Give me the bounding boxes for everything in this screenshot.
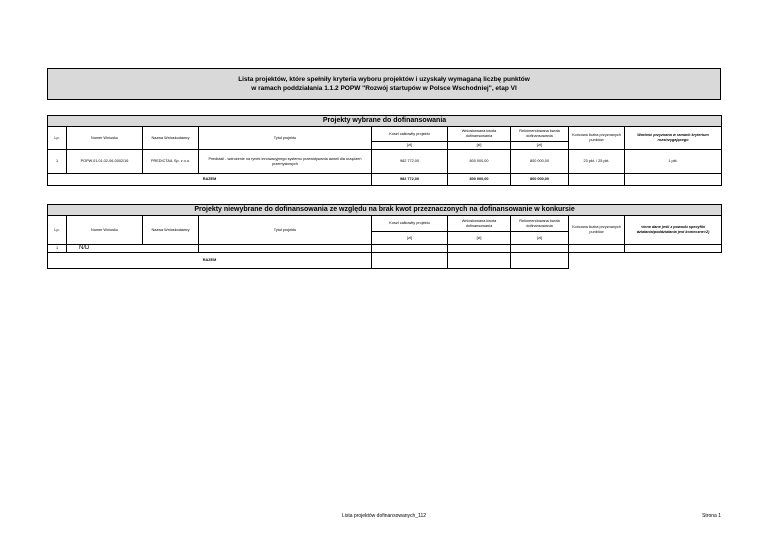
col-header-numer: Numer Wniosku (67, 127, 143, 150)
total-rekomendowana: 800 000,00 (511, 174, 569, 186)
ns-cell-koszt-empty (372, 245, 448, 253)
cell-punkty: 23 pkt. / 25 pkt. (569, 150, 625, 174)
cell-koszt: 982 772,00 (372, 150, 448, 174)
ns-total-rekomendowana-empty (511, 253, 569, 269)
ns-cell-nd: N/D (67, 245, 199, 253)
ns-col-header-inne: <inne dane jeśli z powodu specyfiki działania/poddziałania jest konieczne>2) (625, 216, 722, 245)
ns-col-header-rekomendowana: Rekomendowana kwota dofinansowania (511, 216, 569, 232)
cell-rekomendowana: 800 000,00 (511, 150, 569, 174)
col-header-wartosci: Wartość przyznana w ramach kryterium rozstrzygającego (625, 127, 722, 150)
document-title-line-2: w ramach poddziałania 1.1.2 POPW "Rozwój startupów w Polsce Wschodniej", etap VI (251, 85, 517, 92)
ns-col-header-koszt: Koszt całkowity projektu (372, 216, 448, 232)
cell-tytul: Predictail - wdrożenie na rynek innowacyjnego systemu przewidywania awarii dla urządzeń przemysłowych (199, 150, 372, 174)
ns-total-blank (569, 253, 722, 269)
total-koszt: 982 772,00 (372, 174, 448, 186)
cell-wnioskowana: 800 000,00 (448, 150, 511, 174)
ns-cell-punkty-empty (569, 245, 625, 253)
total-row (48, 253, 722, 269)
selected-section-title: Projekty wybrane do dofinansowania (48, 116, 722, 127)
col-header-nazwa: Nazwa Wnioskodawcy (143, 127, 199, 150)
ns-col-header-wnioskowana: Wnioskowana kwota dofinansowania (448, 216, 511, 232)
total-row (48, 174, 722, 186)
total-wartosci-empty (625, 174, 722, 186)
ns-col-header-nazwa: Nazwa Wnioskodawcy (143, 216, 199, 245)
document-title-line-1: Lista projektów, które spełniły kryteria wyboru projektów i uzyskały wymaganą liczbę punktów (238, 76, 530, 83)
ns-cell-inne-empty (625, 245, 722, 253)
footer-page-number: Strona 1 (702, 513, 721, 519)
table-row (48, 245, 722, 253)
ns-cell-rekomendowana-empty (511, 245, 569, 253)
table-row (48, 150, 722, 174)
ns-total-koszt-empty (372, 253, 448, 269)
total-label: RAZEM (48, 174, 372, 186)
col-header-lp: Lp. (48, 127, 67, 150)
ns-col-header-numer: Numer Wniosku (67, 216, 143, 245)
unit-rekomendowana: [zł] (511, 142, 569, 150)
col-header-tytul: Tytuł projektu (199, 127, 372, 150)
col-header-wnioskowana: Wnioskowana kwota dofinansowania (448, 127, 511, 142)
ns-total-label: RAZEM (48, 253, 372, 269)
ns-col-header-lp: Lp. (48, 216, 67, 245)
not-selected-projects-table (47, 204, 722, 269)
cell-nazwa: PREDICTAIL Sp. z o.o. (143, 150, 199, 174)
ns-cell-tytul-empty (199, 245, 372, 253)
ns-col-header-punkty: Końcowa liczba przyznanych punktów (569, 216, 625, 245)
ns-col-header-tytul: Tytuł projektu (199, 216, 372, 245)
ns-cell-wnioskowana-empty (448, 245, 511, 253)
not-selected-section-title: Projekty niewybrane do dofinansowania ze względu na brak kwot przeznaczonych na dofinansowanie w konkursie (48, 205, 722, 216)
ns-unit-rekomendowana: [zł] (511, 232, 569, 245)
col-header-rekomendowana: Rekomendowana kwota dofinansowania (511, 127, 569, 142)
ns-unit-koszt: [zł] (372, 232, 448, 245)
col-header-punkty: Końcowa liczba przyznanych punktów (569, 127, 625, 150)
document-title-box (47, 68, 721, 100)
selected-projects-table (47, 115, 722, 186)
ns-unit-wnioskowana: [zł] (448, 232, 511, 245)
total-wnioskowana: 800 000,00 (448, 174, 511, 186)
unit-wnioskowana: [zł] (448, 142, 511, 150)
total-punkty-empty (569, 174, 625, 186)
footer-document-name: Lista projektów dofinansowanych_112 (341, 513, 427, 519)
cell-lp: 1 (48, 150, 67, 174)
cell-wartosci: 1 pkt. (625, 150, 722, 174)
ns-cell-lp: 1 (48, 245, 67, 253)
col-header-koszt: Koszt całkowity projektu (372, 127, 448, 142)
cell-numer: POPW.01.01.02-06-0002/16 (67, 150, 143, 174)
ns-total-wnioskowana-empty (448, 253, 511, 269)
unit-koszt: [zł] (372, 142, 448, 150)
